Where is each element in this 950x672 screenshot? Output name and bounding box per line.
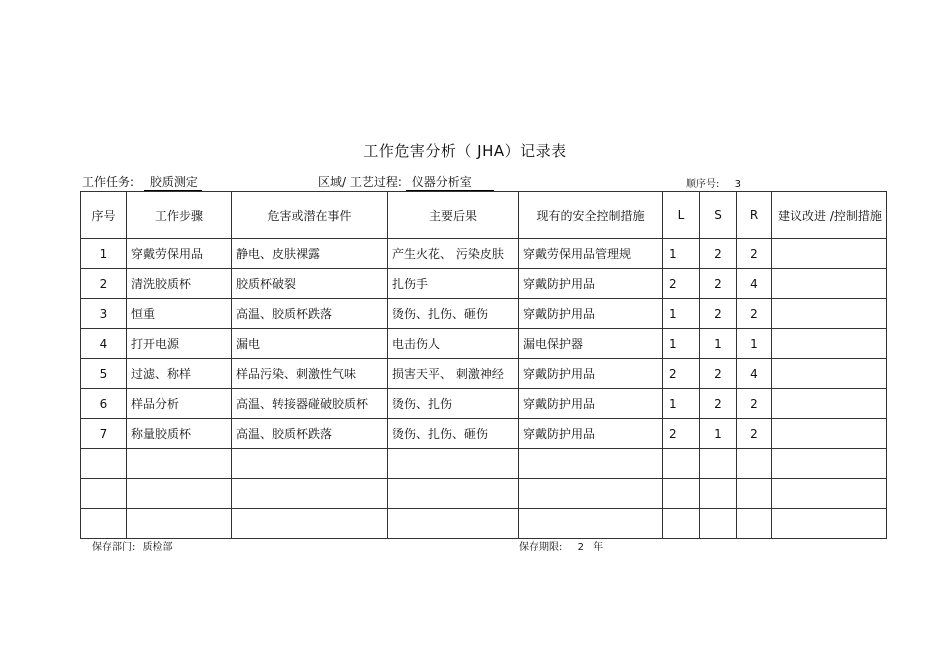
cell-s: 1 <box>700 329 737 359</box>
cell-l: 1 <box>663 299 700 329</box>
cell-r: 2 <box>737 389 772 419</box>
cell-controls: 穿戴防护用品 <box>519 419 663 449</box>
period-value: 2 <box>577 542 584 553</box>
seq-field <box>686 175 741 190</box>
table-row <box>81 479 887 509</box>
cell-seq: 1 <box>81 239 127 269</box>
col-header-controls: 现有的安全控制措施 <box>519 192 663 239</box>
col-header-consequence: 主要后果 <box>388 192 519 239</box>
cell-l <box>663 509 700 539</box>
task-label: 工作任务: <box>82 175 135 189</box>
cell-consequence <box>388 449 519 479</box>
area-label: 区域/ 工艺过程: <box>318 175 402 189</box>
col-header-s: S <box>700 192 737 239</box>
col-header-r: R <box>737 192 772 239</box>
cell-controls: 穿戴防护用品 <box>519 269 663 299</box>
cell-controls: 穿戴防护用品 <box>519 359 663 389</box>
cell-l: 1 <box>663 239 700 269</box>
table-row <box>81 269 887 299</box>
table-row <box>81 329 887 359</box>
col-header-l: L <box>663 192 700 239</box>
cell-hazard <box>232 479 388 509</box>
cell-s <box>700 479 737 509</box>
cell-consequence: 烫伤、扎伤、砸伤 <box>388 419 519 449</box>
cell-l: 2 <box>663 269 700 299</box>
cell-l: 1 <box>663 389 700 419</box>
cell-consequence: 损害天平、 刺激神经 <box>388 359 519 389</box>
cell-l <box>663 449 700 479</box>
cell-seq: 4 <box>81 329 127 359</box>
cell-s: 2 <box>700 359 737 389</box>
cell-s <box>700 449 737 479</box>
cell-r: 2 <box>737 299 772 329</box>
cell-hazard: 胶质杯破裂 <box>232 269 388 299</box>
cell-hazard: 静电、皮肤裸露 <box>232 239 388 269</box>
cell-consequence: 扎伤手 <box>388 269 519 299</box>
cell-seq <box>81 509 127 539</box>
cell-consequence <box>388 509 519 539</box>
cell-seq: 6 <box>81 389 127 419</box>
cell-hazard: 高温、转接器碰破胶质杯 <box>232 389 388 419</box>
cell-s: 2 <box>700 269 737 299</box>
table-row <box>81 359 887 389</box>
cell-seq: 7 <box>81 419 127 449</box>
col-header-hazard: 危害或潜在事件 <box>232 192 388 239</box>
col-header-step: 工作步骤 <box>127 192 232 239</box>
col-header-suggestion: 建议改进 /控制措施 <box>772 192 887 239</box>
cell-step <box>127 479 232 509</box>
footer-period <box>519 538 603 553</box>
cell-suggestion <box>772 419 887 449</box>
cell-suggestion <box>772 389 887 419</box>
table-row <box>81 239 887 269</box>
dept-label: 保存部门: <box>92 542 136 553</box>
cell-r: 1 <box>737 329 772 359</box>
cell-hazard <box>232 449 388 479</box>
cell-suggestion <box>772 359 887 389</box>
cell-hazard: 高温、胶质杯跌落 <box>232 419 388 449</box>
cell-controls: 穿戴防护用品 <box>519 299 663 329</box>
page-title: 工作危害分析（ JHA）记录表 <box>363 142 567 160</box>
table-row <box>81 389 887 419</box>
cell-suggestion <box>772 329 887 359</box>
cell-step: 称量胶质杯 <box>127 419 232 449</box>
cell-seq: 5 <box>81 359 127 389</box>
cell-s: 1 <box>700 419 737 449</box>
cell-step <box>127 509 232 539</box>
cell-step <box>127 449 232 479</box>
cell-controls: 漏电保护器 <box>519 329 663 359</box>
cell-hazard <box>232 509 388 539</box>
cell-s: 2 <box>700 239 737 269</box>
area-field <box>318 173 494 191</box>
cell-s: 2 <box>700 389 737 419</box>
cell-r: 4 <box>737 359 772 389</box>
cell-seq <box>81 479 127 509</box>
period-label: 保存期限: <box>519 542 563 553</box>
cell-r <box>737 509 772 539</box>
cell-r <box>737 479 772 509</box>
cell-hazard: 高温、胶质杯跌落 <box>232 299 388 329</box>
cell-r: 2 <box>737 419 772 449</box>
table-header-row <box>81 192 887 239</box>
cell-controls <box>519 479 663 509</box>
area-value: 仪器分析室 <box>406 175 494 191</box>
cell-seq: 3 <box>81 299 127 329</box>
cell-seq: 2 <box>81 269 127 299</box>
table-row <box>81 299 887 329</box>
cell-suggestion <box>772 299 887 329</box>
cell-suggestion <box>772 239 887 269</box>
cell-consequence: 产生火花、 污染皮肤 <box>388 239 519 269</box>
cell-controls <box>519 509 663 539</box>
cell-suggestion <box>772 479 887 509</box>
cell-step: 恒重 <box>127 299 232 329</box>
cell-seq <box>81 449 127 479</box>
table-row <box>81 509 887 539</box>
cell-r: 2 <box>737 239 772 269</box>
col-header-seq: 序号 <box>81 192 127 239</box>
cell-consequence: 烫伤、扎伤、砸伤 <box>388 299 519 329</box>
cell-step: 穿戴劳保用品 <box>127 239 232 269</box>
cell-consequence: 电击伤人 <box>388 329 519 359</box>
task-value: 胶质测定 <box>144 175 202 191</box>
table-row <box>81 449 887 479</box>
cell-step: 打开电源 <box>127 329 232 359</box>
cell-l <box>663 479 700 509</box>
cell-suggestion <box>772 509 887 539</box>
cell-s: 2 <box>700 299 737 329</box>
cell-l: 2 <box>663 359 700 389</box>
footer-dept <box>92 538 173 553</box>
task-field <box>82 173 202 191</box>
cell-hazard: 漏电 <box>232 329 388 359</box>
cell-consequence: 烫伤、扎伤 <box>388 389 519 419</box>
jha-table <box>80 191 887 539</box>
cell-suggestion <box>772 449 887 479</box>
cell-controls <box>519 449 663 479</box>
seq-value: 3 <box>734 179 741 190</box>
period-unit: 年 <box>593 542 604 553</box>
cell-hazard: 样品污染、刺激性气味 <box>232 359 388 389</box>
cell-consequence <box>388 479 519 509</box>
table-row <box>81 419 887 449</box>
cell-step: 清洗胶质杯 <box>127 269 232 299</box>
cell-step: 样品分析 <box>127 389 232 419</box>
dept-value: 质检部 <box>142 542 173 553</box>
cell-step: 过滤、称样 <box>127 359 232 389</box>
cell-s <box>700 509 737 539</box>
cell-controls: 穿戴劳保用品管理规 <box>519 239 663 269</box>
cell-r: 4 <box>737 269 772 299</box>
cell-controls: 穿戴防护用品 <box>519 389 663 419</box>
cell-l: 2 <box>663 419 700 449</box>
cell-suggestion <box>772 269 887 299</box>
cell-l: 1 <box>663 329 700 359</box>
cell-r <box>737 449 772 479</box>
seq-label: 顺序号: <box>686 179 720 190</box>
